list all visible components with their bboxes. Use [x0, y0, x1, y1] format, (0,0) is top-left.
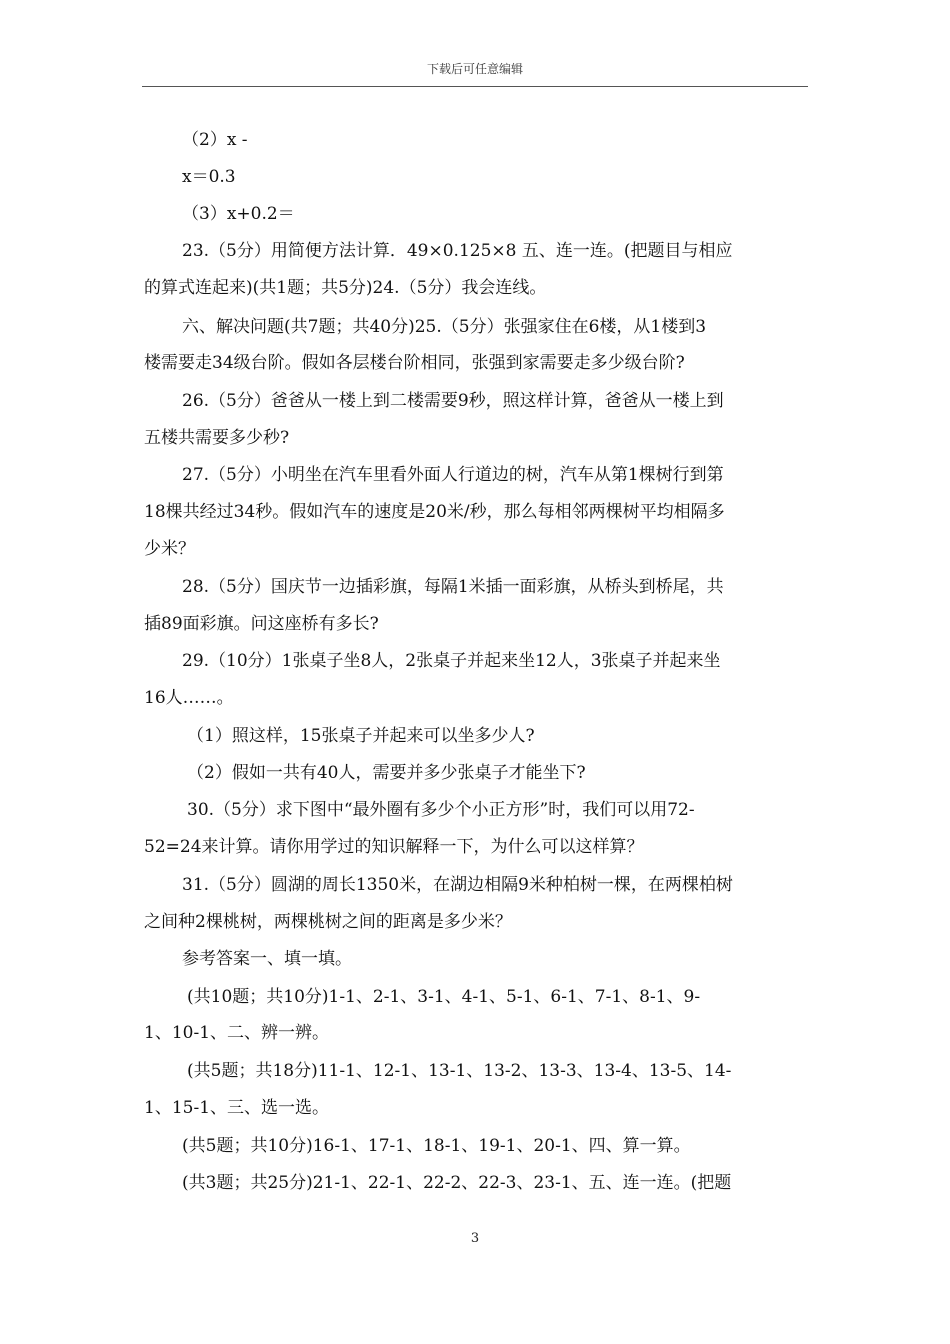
text-line: 五楼共需要多少秒? — [144, 428, 290, 448]
text-line: 插89面彩旗。问这座桥有多长? — [144, 614, 379, 634]
header-rule — [142, 86, 808, 87]
text-line: 参考答案一、填一填。 — [182, 949, 352, 969]
text-line: 之间种2棵桃树，两棵桃树之间的距离是多少米？ — [144, 912, 512, 932]
text-line: 楼需要走34级台阶。假如各层楼台阶相同，张强到家需要走多少级台阶? — [144, 353, 685, 373]
text-line: 六、解决问题(共7题；共40分)25.（5分）张强家住在6楼，从1楼到3 — [182, 317, 707, 337]
page-header: 下载后可任意编辑 — [426, 62, 523, 76]
text-line: （3）x+0.2＝ — [182, 204, 295, 224]
text-line: 16人……。 — [144, 688, 234, 708]
text-line: 的算式连起来)(共1题；共5分)24.（5分）我会连线。 — [144, 278, 547, 298]
text-line: 27.（5分）小明坐在汽车里看外面人行道边的树，汽车从第1棵树行到第 — [182, 465, 724, 485]
text-line: 26.（5分）爸爸从一楼上到二楼需要9秒，照这样计算，爸爸从一楼上到 — [182, 391, 724, 411]
text-line: 29.（10分）1张桌子坐8人，2张桌子并起来坐12人，3张桌子并起来坐 — [182, 651, 721, 671]
text-line: (共5题；共18分)11-1、12-1、13-1、13-2、13-3、13-4、13-5、14- — [187, 1061, 732, 1081]
text-line: 52=24来计算。请你用学过的知识解释一下，为什么可以这样算？ — [144, 837, 644, 857]
text-line: x＝0.3 — [182, 167, 236, 187]
text-line: (共10题；共10分)1-1、2-1、3-1、4-1、5-1、6-1、7-1、8-1、9- — [187, 987, 701, 1007]
text-line: 23.（5分）用简便方法计算．49×0.125×8 五、连一连。(把题目与相应 — [182, 241, 733, 261]
text-line: (共3题；共25分)21-1、22-1、22-2、22-3、23-1、五、连一连。(把题 — [182, 1173, 732, 1193]
text-line: 18棵共经过34秒。假如汽车的速度是20米/秒，那么每相邻两棵树平均相隔多 — [144, 502, 725, 522]
text-line: （2）x - — [182, 130, 248, 150]
text-line: 少米？ — [144, 539, 195, 559]
page-number: 3 — [470, 1231, 480, 1246]
text-line: 1、15-1、三、选一选。 — [144, 1098, 330, 1118]
text-line: 28.（5分）国庆节一边插彩旗，每隔1米插一面彩旗，从桥头到桥尾，共 — [182, 577, 724, 597]
text-line: （2）假如一共有40人，需要并多少张桌子才能坐下? — [187, 763, 586, 783]
text-line: 31.（5分）圆湖的周长1350米，在湖边相隔9米种柏树一棵，在两棵柏树 — [182, 875, 733, 895]
text-line: 30.（5分）求下图中“最外圈有多少个小正方形”时，我们可以用72- — [187, 800, 695, 820]
text-line: 1、10-1、二、辨一辨。 — [144, 1023, 330, 1043]
text-line: （1）照这样，15张桌子并起来可以坐多少人? — [187, 726, 535, 746]
text-line: (共5题；共10分)16-1、17-1、18-1、19-1、20-1、四、算一算。 — [182, 1136, 691, 1156]
